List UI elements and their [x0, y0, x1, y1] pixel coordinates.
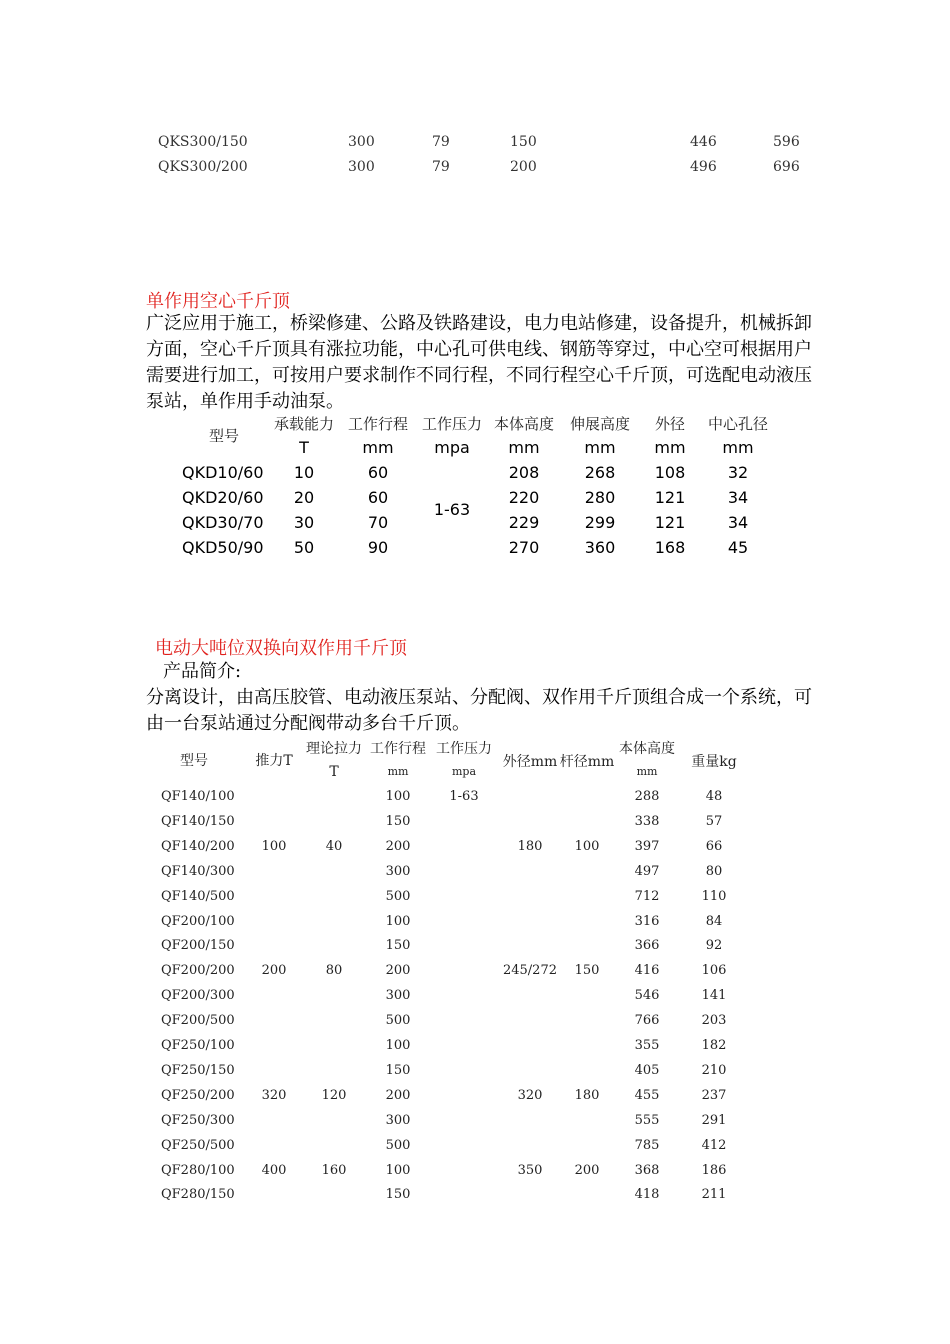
qkd-value-cell: 270 [508, 538, 540, 557]
qf-value-cell: 200 [385, 839, 411, 854]
section-description-hollow-jack: 广泛应用于施工，桥梁修建、公路及铁路建设，电力电站修建，设备提升，机械拆卸方面，空心千斤顶具有涨拉功能，中心孔可供电线、钢筋等穿过，中心空可根据用户需要进行加工，可按用户要求制作不同行程，不同行程空心千斤顶，可选配电动液压泵站，单作用手动油泵。 [146, 313, 812, 412]
qf-value-cell: 350 [517, 1163, 543, 1178]
qf-value-cell: 57 [705, 814, 723, 829]
qkd-header-unit: mm [362, 438, 394, 457]
qkd-value-cell: 32 [727, 463, 749, 482]
qf-value-cell: 40 [325, 839, 343, 854]
qf-model-cell: QF250/150 [161, 1063, 235, 1078]
qkd-value-cell: 30 [293, 513, 315, 532]
qf-value-cell: 500 [385, 1013, 411, 1028]
qkd-header-cell: 承载能力 [273, 415, 335, 433]
qf-header-pull: 理论拉力 [306, 741, 362, 757]
qf-model-cell: QF250/200 [161, 1088, 235, 1103]
qf-value-cell: 100 [385, 914, 411, 929]
qf-header-pull-unit: T [329, 764, 339, 780]
qf-header-stroke-unit: mm [387, 765, 409, 778]
qf-value-cell: 416 [634, 963, 660, 978]
qf-model-cell: QF140/100 [161, 789, 235, 804]
qf-value-cell: 66 [705, 839, 723, 854]
qkd-value-cell: 268 [584, 463, 616, 482]
qf-value-cell: 160 [321, 1163, 347, 1178]
qkd-header-unit: mm [508, 438, 540, 457]
qkd-value-cell: 108 [654, 463, 686, 482]
qf-value-cell: 546 [634, 988, 660, 1003]
qf-value-cell: 150 [385, 938, 411, 953]
qkd-header-unit: mm [654, 438, 686, 457]
qf-value-cell: 48 [705, 789, 723, 804]
qf-model-cell: QF200/200 [161, 963, 235, 978]
qf-value-cell: 100 [261, 839, 287, 854]
qkd-header-cell: 工作行程 [347, 415, 409, 433]
qf-model-cell: QF140/300 [161, 864, 235, 879]
qf-value-cell: 300 [385, 864, 411, 879]
qkd-value-cell: 50 [293, 538, 315, 557]
qf-model-cell: QF280/100 [161, 1163, 235, 1178]
qkd-value-cell: 10 [293, 463, 315, 482]
qks-value-cell: 496 [690, 159, 717, 175]
qf-value-cell: 368 [634, 1163, 660, 1178]
qf-value-cell: 766 [634, 1013, 660, 1028]
qf-value-cell: 288 [634, 789, 660, 804]
qf-value-cell: 92 [705, 938, 723, 953]
qf-value-cell: 245/272 [502, 963, 558, 978]
qks-value-cell: 446 [690, 134, 717, 150]
qf-model-cell: QF200/150 [161, 938, 235, 953]
qf-model-cell: QF280/150 [161, 1187, 235, 1202]
qf-pressure-value: 1-63 [449, 789, 479, 804]
qf-value-cell: 150 [385, 1187, 411, 1202]
qks-model-cell: QKS300/150 [158, 134, 248, 150]
qks-value-cell: 150 [510, 134, 537, 150]
qf-value-cell: 320 [517, 1088, 543, 1103]
qkd-model-cell: QKD50/90 [182, 538, 264, 557]
qks-value-cell: 200 [510, 159, 537, 175]
qkd-pressure-merged: 1-63 [433, 500, 471, 519]
qf-value-cell: 203 [701, 1013, 727, 1028]
qkd-value-cell: 299 [584, 513, 616, 532]
qf-value-cell: 500 [385, 1138, 411, 1153]
qf-value-cell: 84 [705, 914, 723, 929]
qkd-value-cell: 60 [367, 463, 389, 482]
qf-value-cell: 200 [385, 963, 411, 978]
qf-value-cell: 555 [634, 1113, 660, 1128]
qf-value-cell: 785 [634, 1138, 660, 1153]
qf-value-cell: 100 [574, 839, 600, 854]
qkd-value-cell: 70 [367, 513, 389, 532]
qf-value-cell: 200 [261, 963, 287, 978]
qkd-value-cell: 121 [654, 513, 686, 532]
qf-value-cell: 418 [634, 1187, 660, 1202]
qf-value-cell: 182 [701, 1038, 727, 1053]
qf-value-cell: 80 [705, 864, 723, 879]
qkd-header-unit: mm [722, 438, 754, 457]
qkd-header-model: 型号 [208, 427, 240, 445]
qks-value-cell: 596 [773, 134, 800, 150]
qf-value-cell: 200 [574, 1163, 600, 1178]
section-subtitle-product-intro: 产品简介: [163, 661, 242, 682]
qf-header-height: 本体高度 [619, 741, 675, 757]
qf-value-cell: 497 [634, 864, 660, 879]
qf-value-cell: 405 [634, 1063, 660, 1078]
qf-value-cell: 412 [701, 1138, 727, 1153]
qf-header-outer-diameter: 外径mm [502, 754, 558, 770]
qkd-value-cell: 34 [727, 513, 749, 532]
qkd-header-unit: T [299, 438, 309, 457]
qkd-value-cell: 229 [508, 513, 540, 532]
qkd-value-cell: 208 [508, 463, 540, 482]
qf-value-cell: 400 [261, 1163, 287, 1178]
qf-value-cell: 316 [634, 914, 660, 929]
qf-model-cell: QF250/500 [161, 1138, 235, 1153]
qkd-header-unit: mm [584, 438, 616, 457]
qf-value-cell: 291 [701, 1113, 727, 1128]
qkd-value-cell: 360 [584, 538, 616, 557]
qf-model-cell: QF200/500 [161, 1013, 235, 1028]
qks-value-cell: 300 [348, 159, 375, 175]
qf-value-cell: 180 [517, 839, 543, 854]
qkd-header-cell: 伸展高度 [569, 415, 631, 433]
section-description-double-acting-jack: 分离设计，由高压胶管、电动液压泵站、分配阀、双作用千斤顶组合成一个系统，可由一台泵站通过分配阀带动多台千斤顶。 [146, 687, 812, 734]
qkd-header-cell: 工作压力 [421, 415, 483, 433]
qf-value-cell: 397 [634, 839, 660, 854]
qf-value-cell: 320 [261, 1088, 287, 1103]
qf-value-cell: 200 [385, 1088, 411, 1103]
qf-header-thrust: 推力T [255, 753, 293, 769]
qf-header-model: 型号 [180, 753, 208, 769]
qkd-header-cell: 外径 [654, 415, 686, 433]
qks-value-cell: 300 [348, 134, 375, 150]
qf-value-cell: 355 [634, 1038, 660, 1053]
qf-header-weight: 重量kg [691, 754, 737, 770]
qf-model-cell: QF140/150 [161, 814, 235, 829]
qf-value-cell: 150 [574, 963, 600, 978]
qkd-value-cell: 220 [508, 488, 540, 507]
qf-value-cell: 141 [701, 988, 727, 1003]
qf-value-cell: 106 [701, 963, 727, 978]
qf-model-cell: QF140/500 [161, 889, 235, 904]
qf-model-cell: QF250/100 [161, 1038, 235, 1053]
qkd-model-cell: QKD30/70 [182, 513, 264, 532]
qf-header-stroke: 工作行程 [370, 741, 426, 757]
qkd-value-cell: 90 [367, 538, 389, 557]
qf-value-cell: 455 [634, 1088, 660, 1103]
qkd-header-cell: 中心孔径 [707, 415, 769, 433]
section-title-single-acting-hollow-jack: 单作用空心千斤顶 [146, 291, 290, 312]
qf-value-cell: 211 [701, 1187, 727, 1202]
qkd-value-cell: 20 [293, 488, 315, 507]
qf-value-cell: 338 [634, 814, 660, 829]
section-title-electric-double-acting-jack: 电动大吨位双换向双作用千斤顶 [155, 638, 407, 659]
qf-model-cell: QF250/300 [161, 1113, 235, 1128]
qf-model-cell: QF200/100 [161, 914, 235, 929]
qf-value-cell: 150 [385, 1063, 411, 1078]
qkd-value-cell: 121 [654, 488, 686, 507]
qf-value-cell: 80 [325, 963, 343, 978]
qf-value-cell: 186 [701, 1163, 727, 1178]
qf-value-cell: 712 [634, 889, 660, 904]
qf-value-cell: 366 [634, 938, 660, 953]
qf-value-cell: 100 [385, 789, 411, 804]
qf-value-cell: 500 [385, 889, 411, 904]
qf-header-height-unit: mm [636, 765, 658, 778]
qkd-header-cell: 本体高度 [493, 415, 555, 433]
qkd-value-cell: 45 [727, 538, 749, 557]
qkd-model-cell: QKD20/60 [182, 488, 264, 507]
qf-header-pressure: 工作压力 [436, 741, 492, 757]
qf-value-cell: 300 [385, 988, 411, 1003]
qks-value-cell: 79 [432, 159, 450, 175]
qf-value-cell: 210 [701, 1063, 727, 1078]
qf-value-cell: 150 [385, 814, 411, 829]
qkd-value-cell: 60 [367, 488, 389, 507]
qkd-value-cell: 280 [584, 488, 616, 507]
qkd-value-cell: 34 [727, 488, 749, 507]
qf-value-cell: 100 [385, 1163, 411, 1178]
qks-model-cell: QKS300/200 [158, 159, 248, 175]
qf-value-cell: 100 [385, 1038, 411, 1053]
qf-value-cell: 110 [701, 889, 727, 904]
qf-value-cell: 120 [321, 1088, 347, 1103]
qkd-value-cell: 168 [654, 538, 686, 557]
qf-model-cell: QF200/300 [161, 988, 235, 1003]
qf-value-cell: 237 [701, 1088, 727, 1103]
qks-value-cell: 79 [432, 134, 450, 150]
qkd-model-cell: QKD10/60 [182, 463, 264, 482]
qf-value-cell: 300 [385, 1113, 411, 1128]
qks-value-cell: 696 [773, 159, 800, 175]
qf-model-cell: QF140/200 [161, 839, 235, 854]
qf-header-rod-diameter: 杆径mm [559, 754, 615, 770]
qf-header-pressure-unit: mpa [451, 765, 477, 778]
qkd-header-unit: mpa [434, 438, 470, 457]
qf-value-cell: 180 [574, 1088, 600, 1103]
